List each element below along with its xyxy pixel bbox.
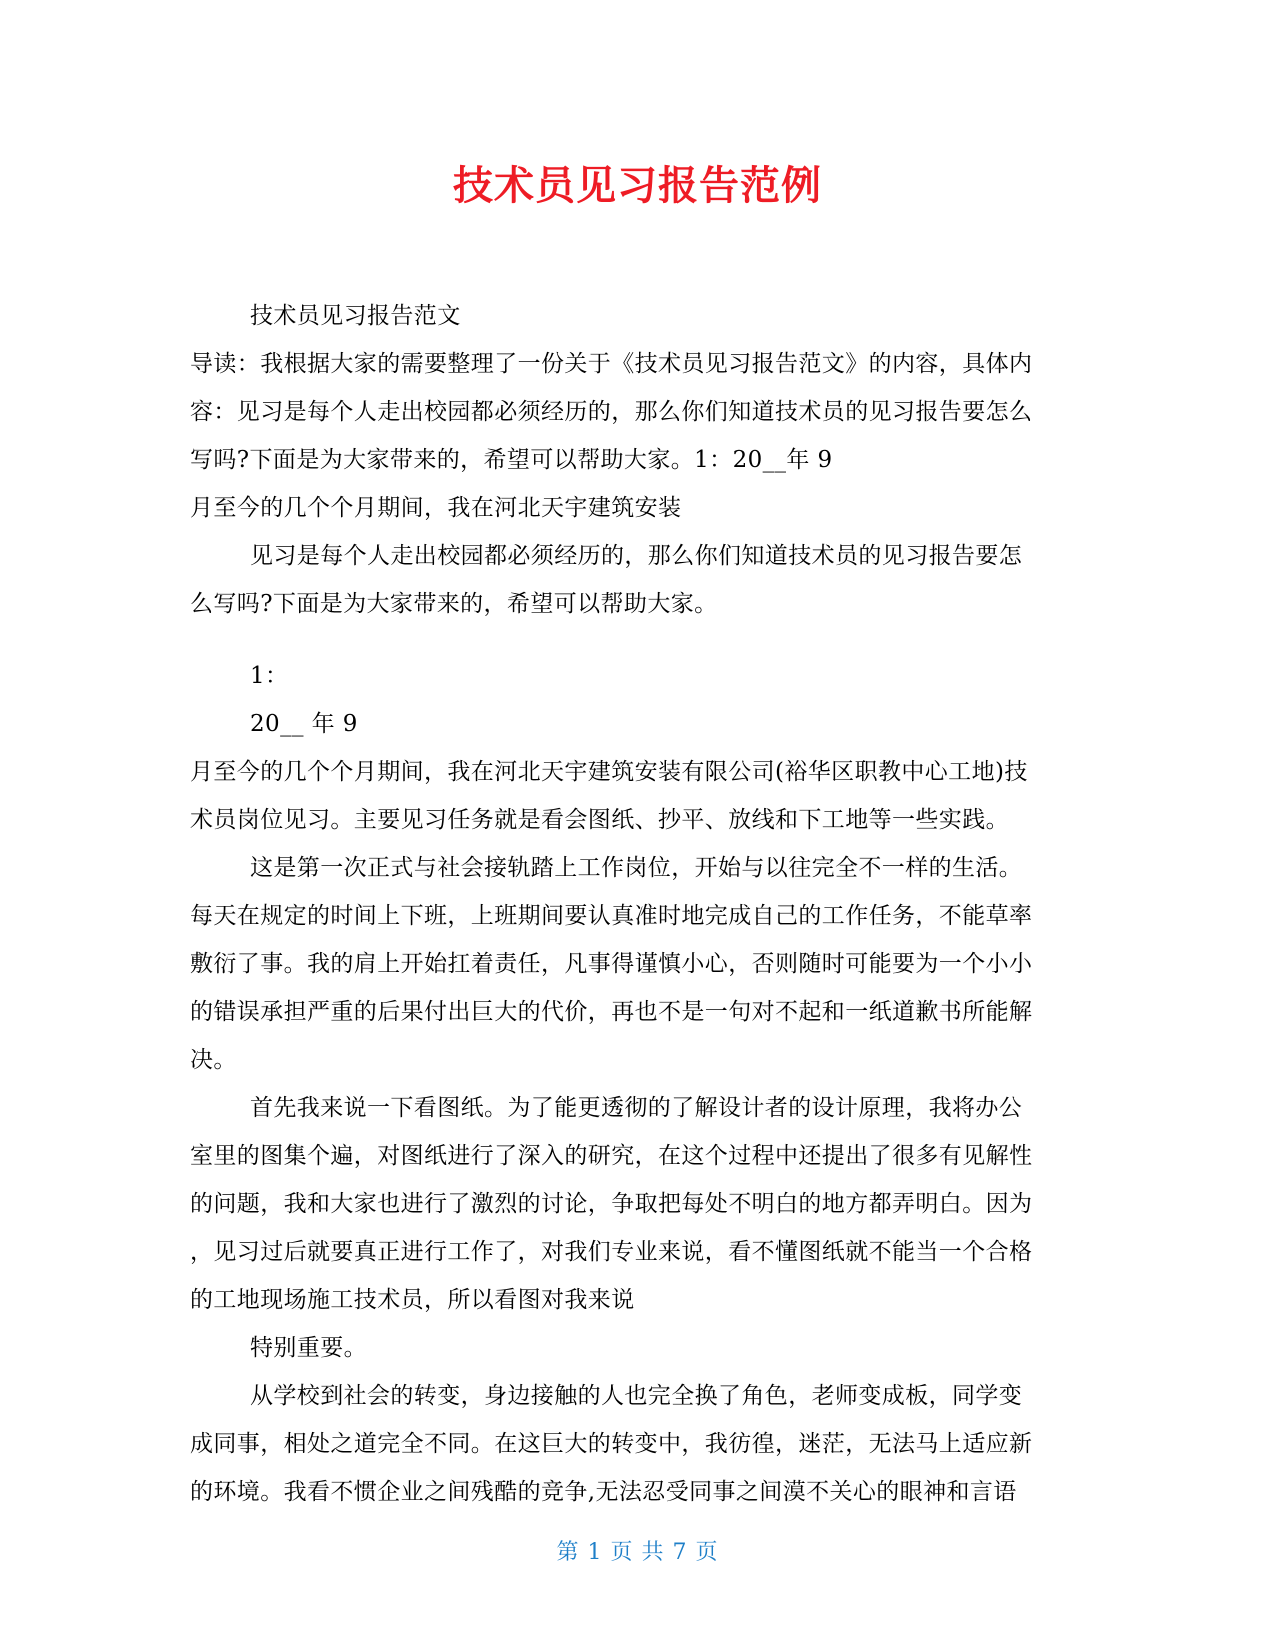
text-line: 敷衍了事。我的肩上开始扛着责任，凡事得谨慎小心，否则随时可能要为一个小小 xyxy=(190,951,1033,977)
text-line: 见习是每个人走出校园都必须经历的，那么你们知道技术员的见习报告要怎 xyxy=(250,543,1023,569)
text-line: 室里的图集个遍，对图纸进行了深入的研究，在这个过程中还提出了很多有见解性 xyxy=(190,1143,1033,1169)
text-line: 特别重要。 xyxy=(250,1335,367,1361)
text-line: 技术员见习报告范文 xyxy=(250,303,461,329)
text-line: 写吗?下面是为大家带来的，希望可以帮助大家。1：20__年 9 xyxy=(190,447,833,473)
document-body xyxy=(190,292,1090,1516)
text-line: 每天在规定的时间上下班，上班期间要认真准时地完成自己的工作任务，不能草率 xyxy=(190,903,1033,929)
text-line: ，见习过后就要真正进行工作了，对我们专业来说，看不懂图纸就不能当一个合格 xyxy=(190,1239,1033,1265)
text-line: 月至今的几个个月期间，我在河北天宇建筑安装有限公司(裕华区职教中心工地)技 xyxy=(190,759,1028,785)
text-line: 的工地现场施工技术员，所以看图对我来说 xyxy=(190,1287,635,1313)
page-title: 技术员见习报告范例 xyxy=(453,163,822,209)
text-line: 么写吗?下面是为大家带来的，希望可以帮助大家。 xyxy=(190,591,718,617)
text-line: 成同事，相处之道完全不同。在这巨大的转变中，我彷徨，迷茫，无法马上适应新 xyxy=(190,1431,1033,1457)
paragraph-gap xyxy=(190,628,1090,652)
text-line: 这是第一次正式与社会接轨踏上工作岗位，开始与以往完全不一样的生活。 xyxy=(250,855,1023,881)
text-line: 月至今的几个个月期间，我在河北天宇建筑安装 xyxy=(190,495,682,521)
text-line: 决。 xyxy=(190,1047,237,1073)
page-number-footer: 第 1 页 共 7 页 xyxy=(556,1540,719,1565)
text-line: 首先我来说一下看图纸。为了能更透彻的了解设计者的设计原理，我将办公 xyxy=(250,1095,1023,1121)
text-line: 容：见习是每个人走出校园都必须经历的，那么你们知道技术员的见习报告要怎么 xyxy=(190,399,1033,425)
text-line: 20__ 年 9 xyxy=(250,711,358,737)
text-line: 术员岗位见习。主要见习任务就是看会图纸、抄平、放线和下工地等一些实践。 xyxy=(190,807,1009,833)
text-line: 1： xyxy=(250,663,289,689)
text-line: 导读：我根据大家的需要整理了一份关于《技术员见习报告范文》的内容，具体内 xyxy=(190,351,1033,377)
text-line: 的问题，我和大家也进行了激烈的讨论，争取把每处不明白的地方都弄明白。因为 xyxy=(190,1191,1033,1217)
text-line: 从学校到社会的转变，身边接触的人也完全换了角色，老师变成板，同学变 xyxy=(250,1383,1023,1409)
text-line: 的错误承担严重的后果付出巨大的代价，再也不是一句对不起和一纸道歉书所能解 xyxy=(190,999,1033,1025)
text-line: 的环境。我看不惯企业之间残酷的竞争,无法忍受同事之间漠不关心的眼神和言语 xyxy=(190,1479,1017,1505)
